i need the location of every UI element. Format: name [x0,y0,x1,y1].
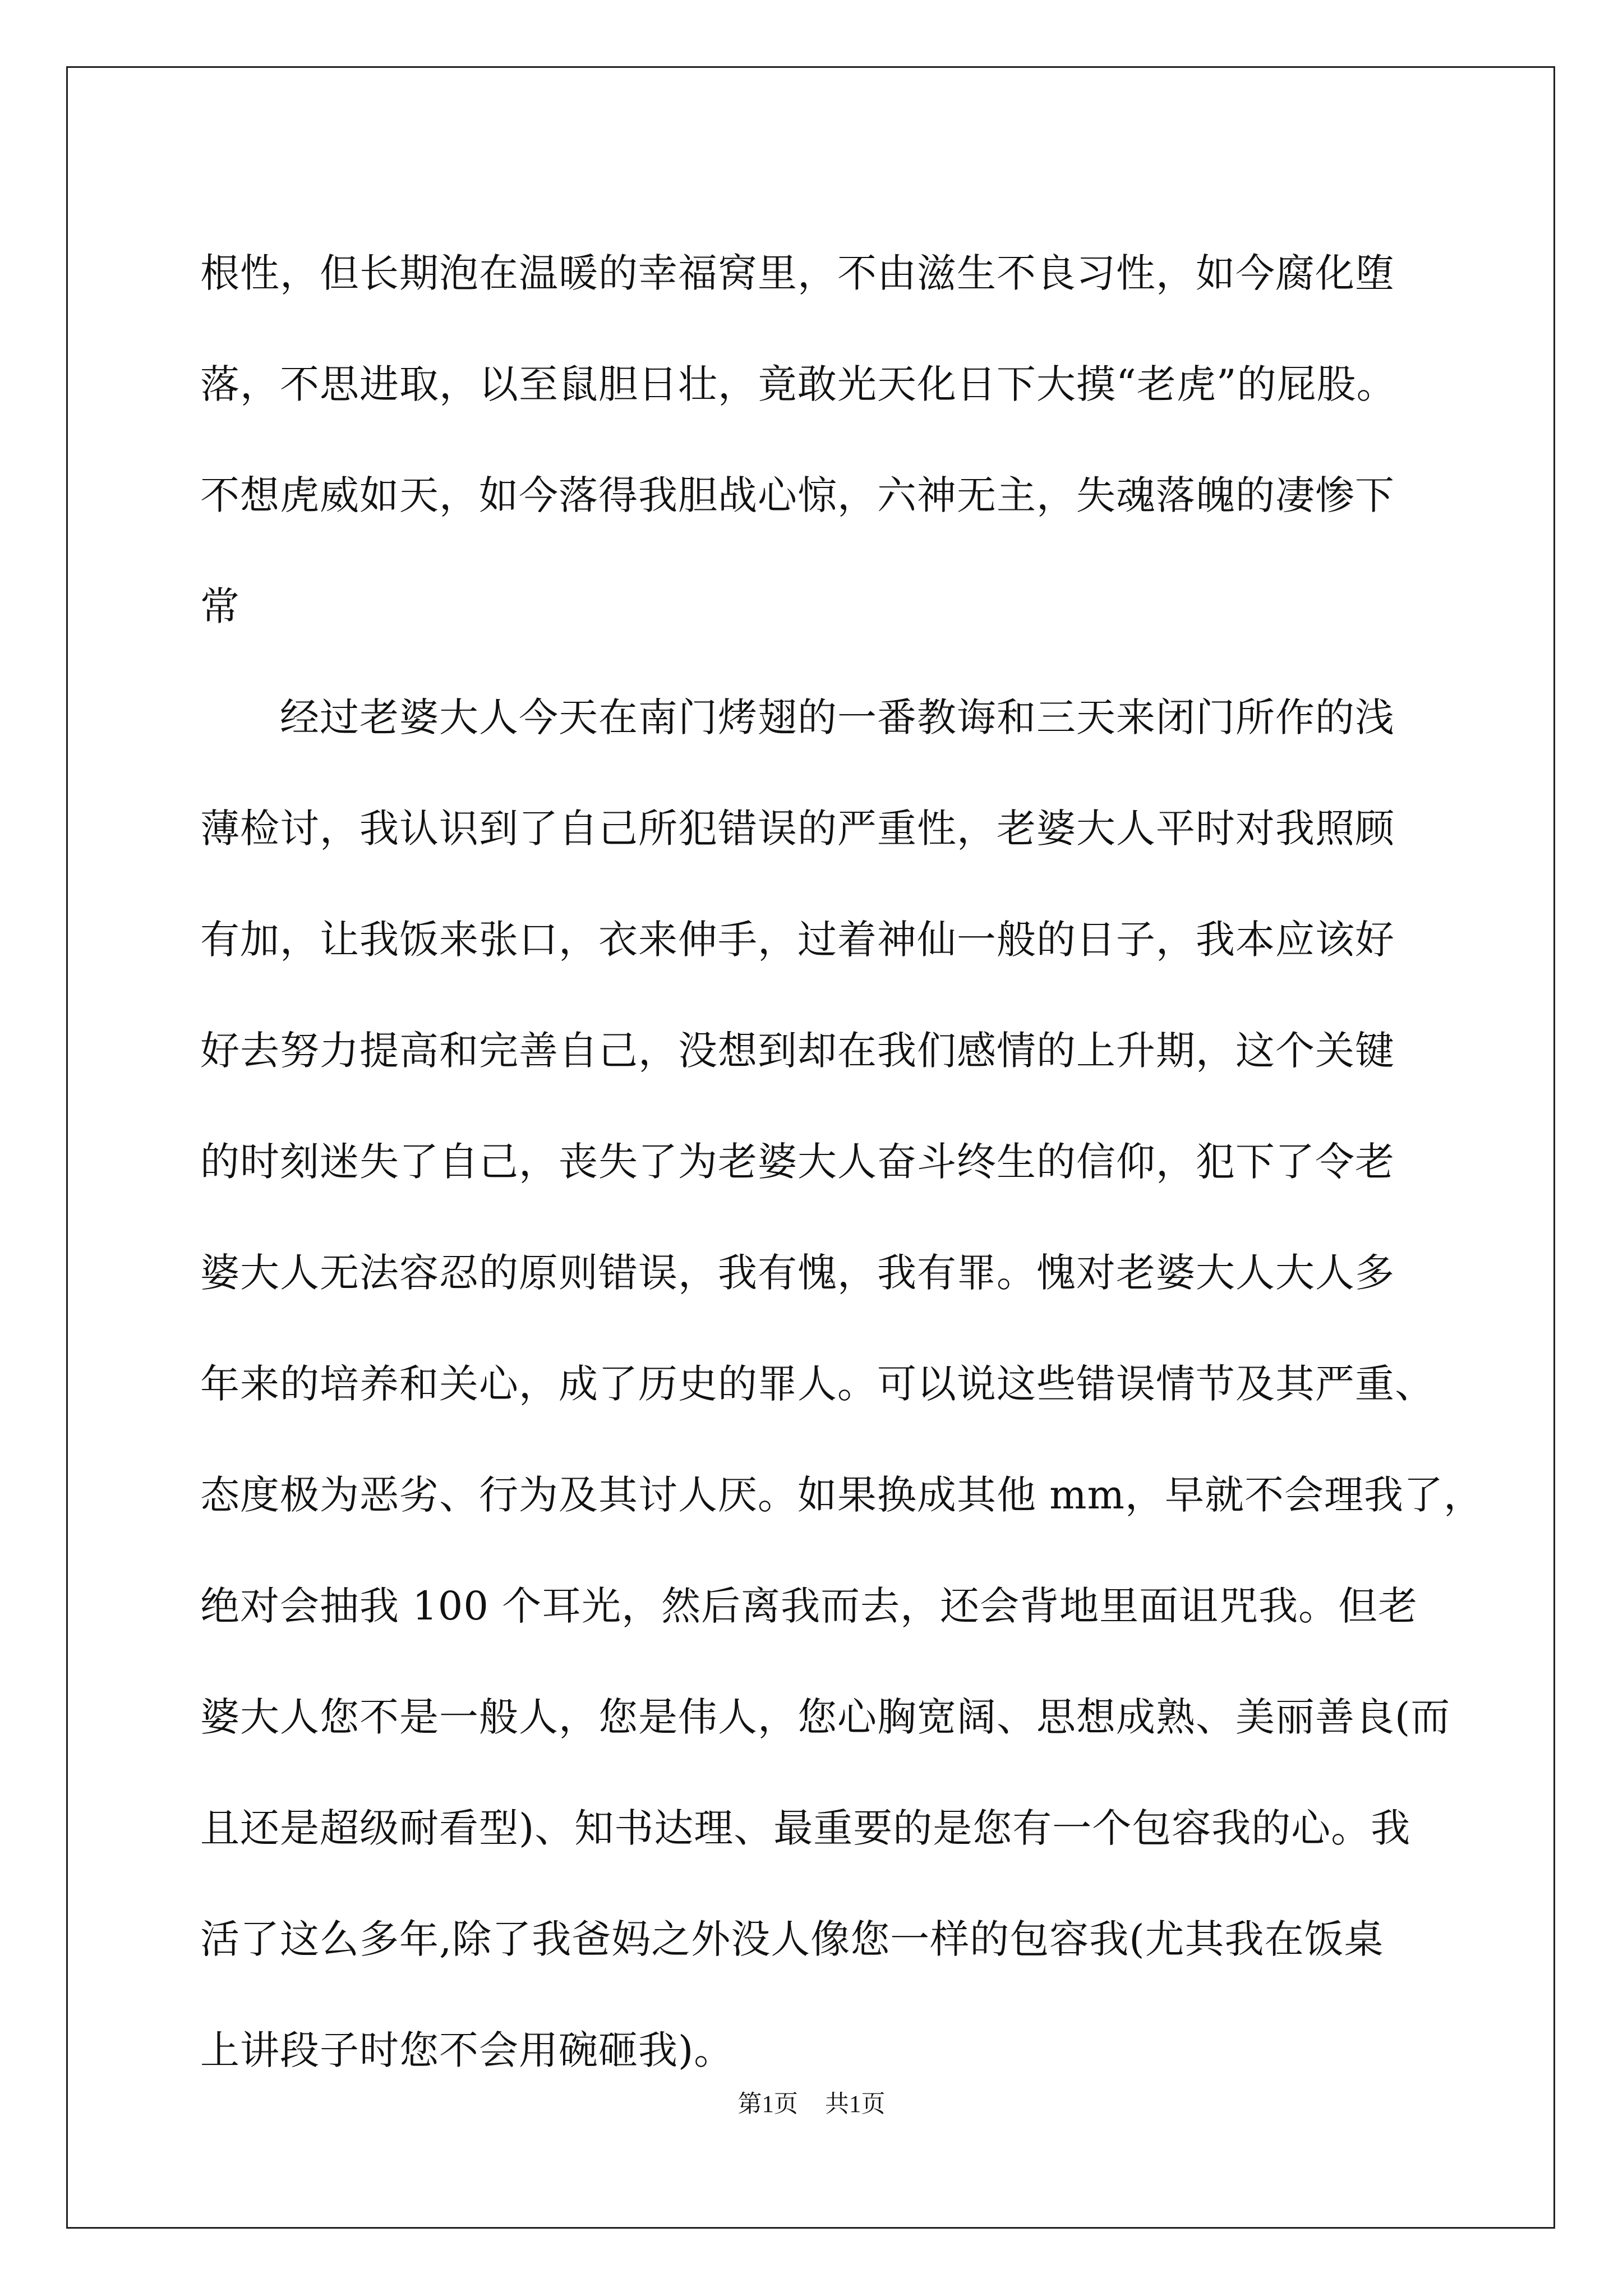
text-line: 绝对会抽我 100 个耳光，然后离我而去，还会背地里面诅咒我。但老 [200,1583,1418,1629]
page-number: 第1页 [737,2091,798,2118]
text-line: 经过老婆大人今天在南门烤翅的一番教诲和三天来闭门所作的浅 [280,694,1395,740]
text-line: 薄检讨，我认识到了自己所犯错误的严重性，老婆大人平时对我照顾 [200,806,1395,852]
paragraph-2 [200,662,1484,2106]
text-line: 婆大人您不是一般人，您是伟人，您心胸宽阔、思想成熟、美丽善良(而 [200,1694,1451,1740]
text-line: 好去努力提高和完善自己，没想到却在我们感情的上升期，这个关键 [200,1028,1395,1074]
text-line: 根性，但长期泡在温暖的幸福窝里，不由滋生不良习性，如今腐化堕 [200,250,1395,296]
text-line: 且还是超级耐看型)、知书达理、最重要的是您有一个包容我的心。我 [200,1805,1411,1851]
text-line: 婆大人无法容忍的原则错误，我有愧，我有罪。愧对老婆大人大人多 [200,1250,1395,1296]
page-footer [0,2088,1623,2122]
document-body [200,218,1484,2106]
text-line: 落，不思进取，以至鼠胆日壮，竟敢光天化日下大摸“老虎”的屁股。 [200,361,1396,407]
text-line: 有加，让我饭来张口，衣来伸手，过着神仙一般的日子，我本应该好 [200,917,1395,963]
paragraph-1 [200,218,1423,662]
text-line: 不想虎威如天，如今落得我胆战心惊，六神无主，失魂落魄的凄惨下 [200,472,1395,518]
text-line: 的时刻迷失了自己，丧失了为老婆大人奋斗终生的信仰，犯下了令老 [200,1139,1395,1185]
page-total: 共1页 [825,2091,886,2118]
text-line: 常 [200,583,240,629]
text-line: 活了这么多年,除了我爸妈之外没人像您一样的包容我(尤其我在饭桌 [200,1916,1384,1962]
text-line: 态度极为恶劣、行为及其讨人厌。如果换成其他 mm，早就不会理我了， [200,1472,1484,1518]
text-line: 上讲段子时您不会用碗砸我)。 [200,2027,734,2073]
text-line: 年来的培养和关心，成了历史的罪人。可以说这些错误情节及其严重、 [200,1361,1435,1407]
